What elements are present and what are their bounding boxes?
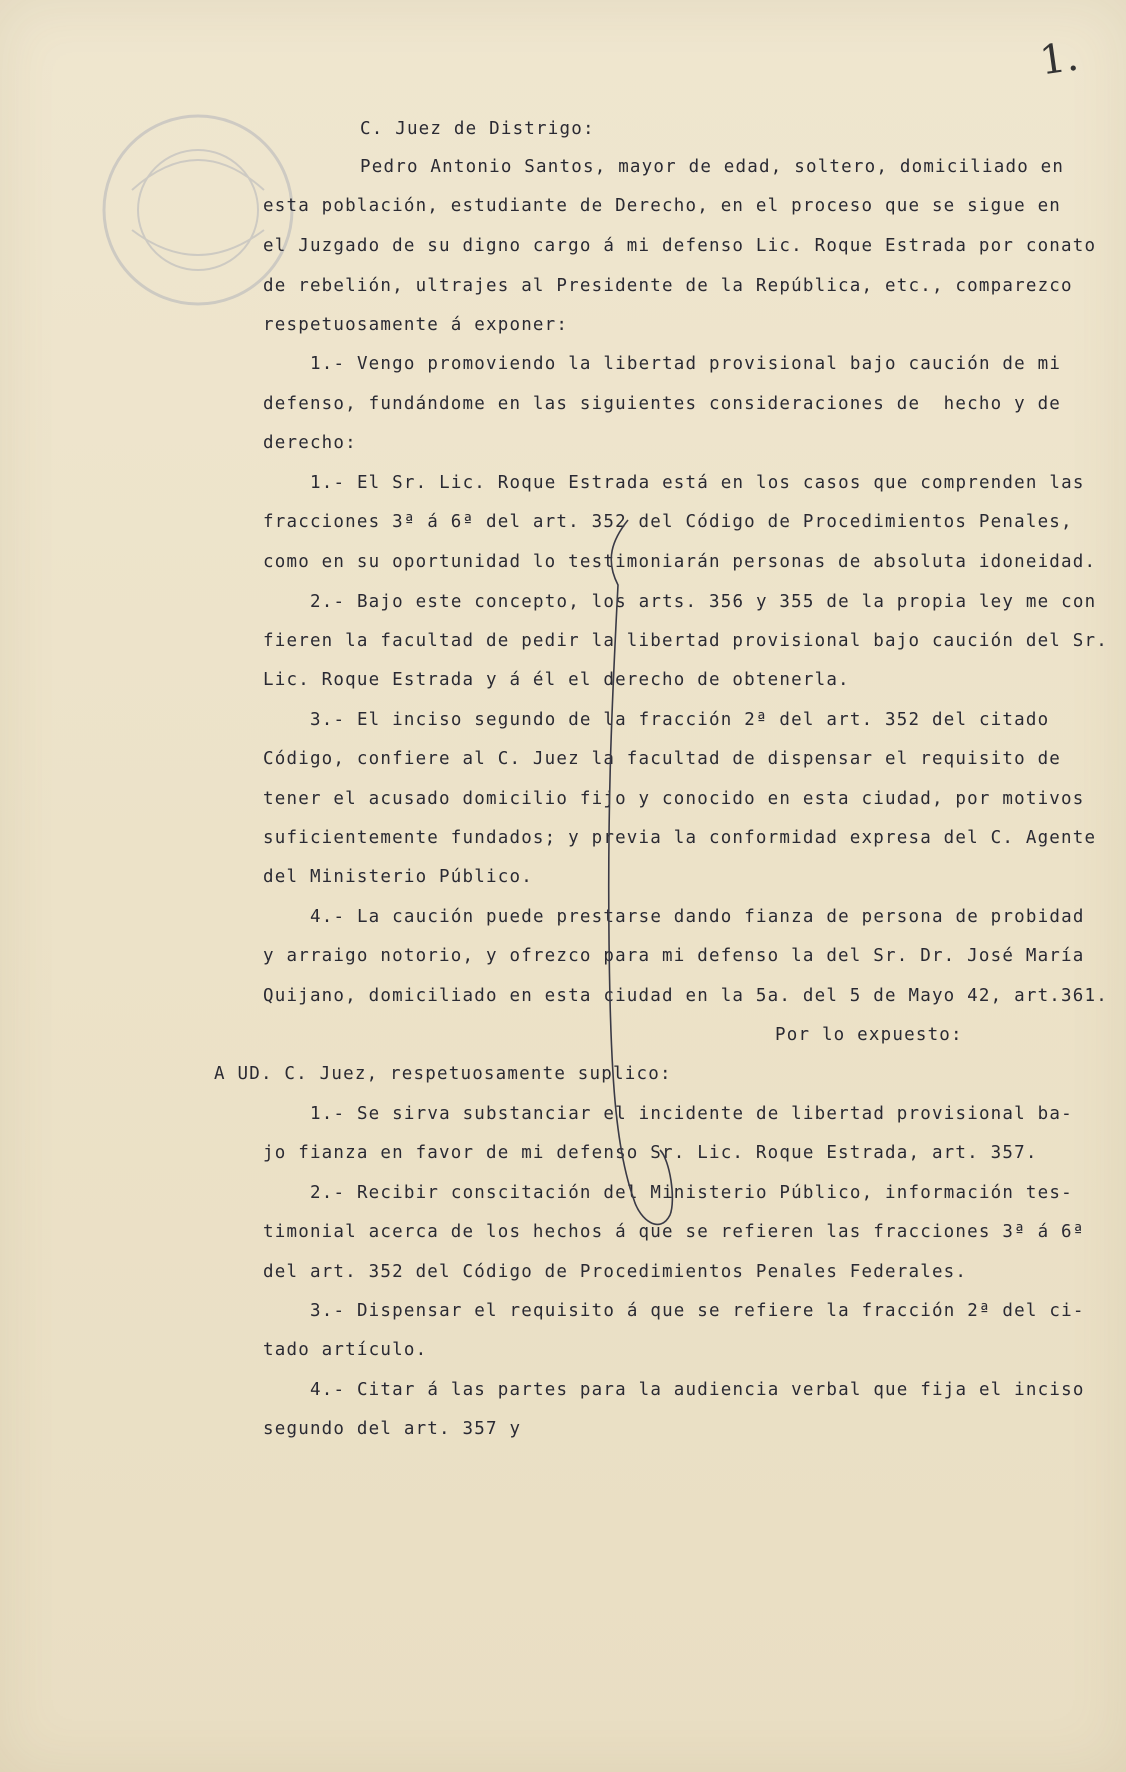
body-line: tener el acusado domicilio fijo y conocido en esta ciudad, por motivos (263, 789, 1085, 809)
body-line: jo fianza en favor de mi defenso Sr. Lic. Roque Estrada, art. 357. (263, 1143, 1038, 1163)
salutation: C. Juez de Distrigo: (360, 119, 595, 139)
body-line: fieren la facultad de pedir la libertad provisional bajo caución del Sr. (263, 631, 1108, 651)
petition-heading: A UD. C. Juez, respetuosamente suplico: (214, 1064, 672, 1084)
body-line: del art. 352 del Código de Procedimientos Penales Federales. (263, 1262, 968, 1282)
body-line: Lic. Roque Estrada y á él el derecho de obtenerla. (263, 670, 850, 690)
body-line: 4.- Citar á las partes para la audiencia verbal que fija el inciso (310, 1380, 1085, 1400)
body-line: 3.- Dispensar el requisito á que se refiere la fracción 2ª del ci- (310, 1301, 1085, 1321)
body-line: como en su oportunidad lo testimoniarán personas de absoluta idoneidad. (263, 552, 1097, 572)
page-number: 1. (1036, 33, 1082, 85)
body-line: 2.- Bajo este concepto, los arts. 356 y 355 de la propia ley me con (310, 592, 1097, 612)
body-line: Quijano, domiciliado en esta ciudad en la 5a. del 5 de Mayo 42, art.361. (263, 986, 1108, 1006)
body-line: 2.- Recibir conscitación del Ministerio Público, información tes- (310, 1183, 1073, 1203)
body-line: derecho: (263, 433, 357, 453)
body-line: esta población, estudiante de Derecho, en el proceso que se sigue en (263, 196, 1062, 216)
body-line: de rebelión, ultrajes al Presidente de la República, etc., comparezco (263, 276, 1073, 296)
body-line: el Juzgado de su digno cargo á mi defenso Lic. Roque Estrada por conato (263, 236, 1097, 256)
body-line: suficientemente fundados; y previa la conformidad expresa del C. Agente (263, 828, 1097, 848)
body-line: segundo del art. 357 y (263, 1419, 522, 1439)
body-line: 1.- El Sr. Lic. Roque Estrada está en los casos que comprenden las (310, 473, 1085, 493)
body-line: respetuosamente á exponer: (263, 315, 569, 335)
body-line: Pedro Antonio Santos, mayor de edad, soltero, domiciliado en (360, 157, 1065, 177)
body-line: tado artículo. (263, 1340, 428, 1360)
body-line: del Ministerio Público. (263, 867, 533, 887)
body-line: y arraigo notorio, y ofrezco para mi defenso la del Sr. Dr. José María (263, 946, 1085, 966)
body-line: timonial acerca de los hechos á que se refieren las fracciones 3ª á 6ª (263, 1222, 1085, 1242)
body-line: 1.- Vengo promoviendo la libertad provisional bajo caución de mi (310, 354, 1062, 374)
body-line: 3.- El inciso segundo de la fracción 2ª del art. 352 del citado (310, 710, 1050, 730)
body-line: defenso, fundándome en las siguientes consideraciones de hecho y de (263, 394, 1062, 414)
body-line: fracciones 3ª á 6ª del art. 352 del Código de Procedimientos Penales, (263, 512, 1073, 532)
body-line: Código, confiere al C. Juez la facultad de dispensar el requisito de (263, 749, 1062, 769)
body-line: Por lo expuesto: (775, 1025, 963, 1045)
body-line: 4.- La caución puede prestarse dando fianza de persona de probidad (310, 907, 1085, 927)
body-line: 1.- Se sirva substanciar el incidente de libertad provisional ba- (310, 1104, 1073, 1124)
